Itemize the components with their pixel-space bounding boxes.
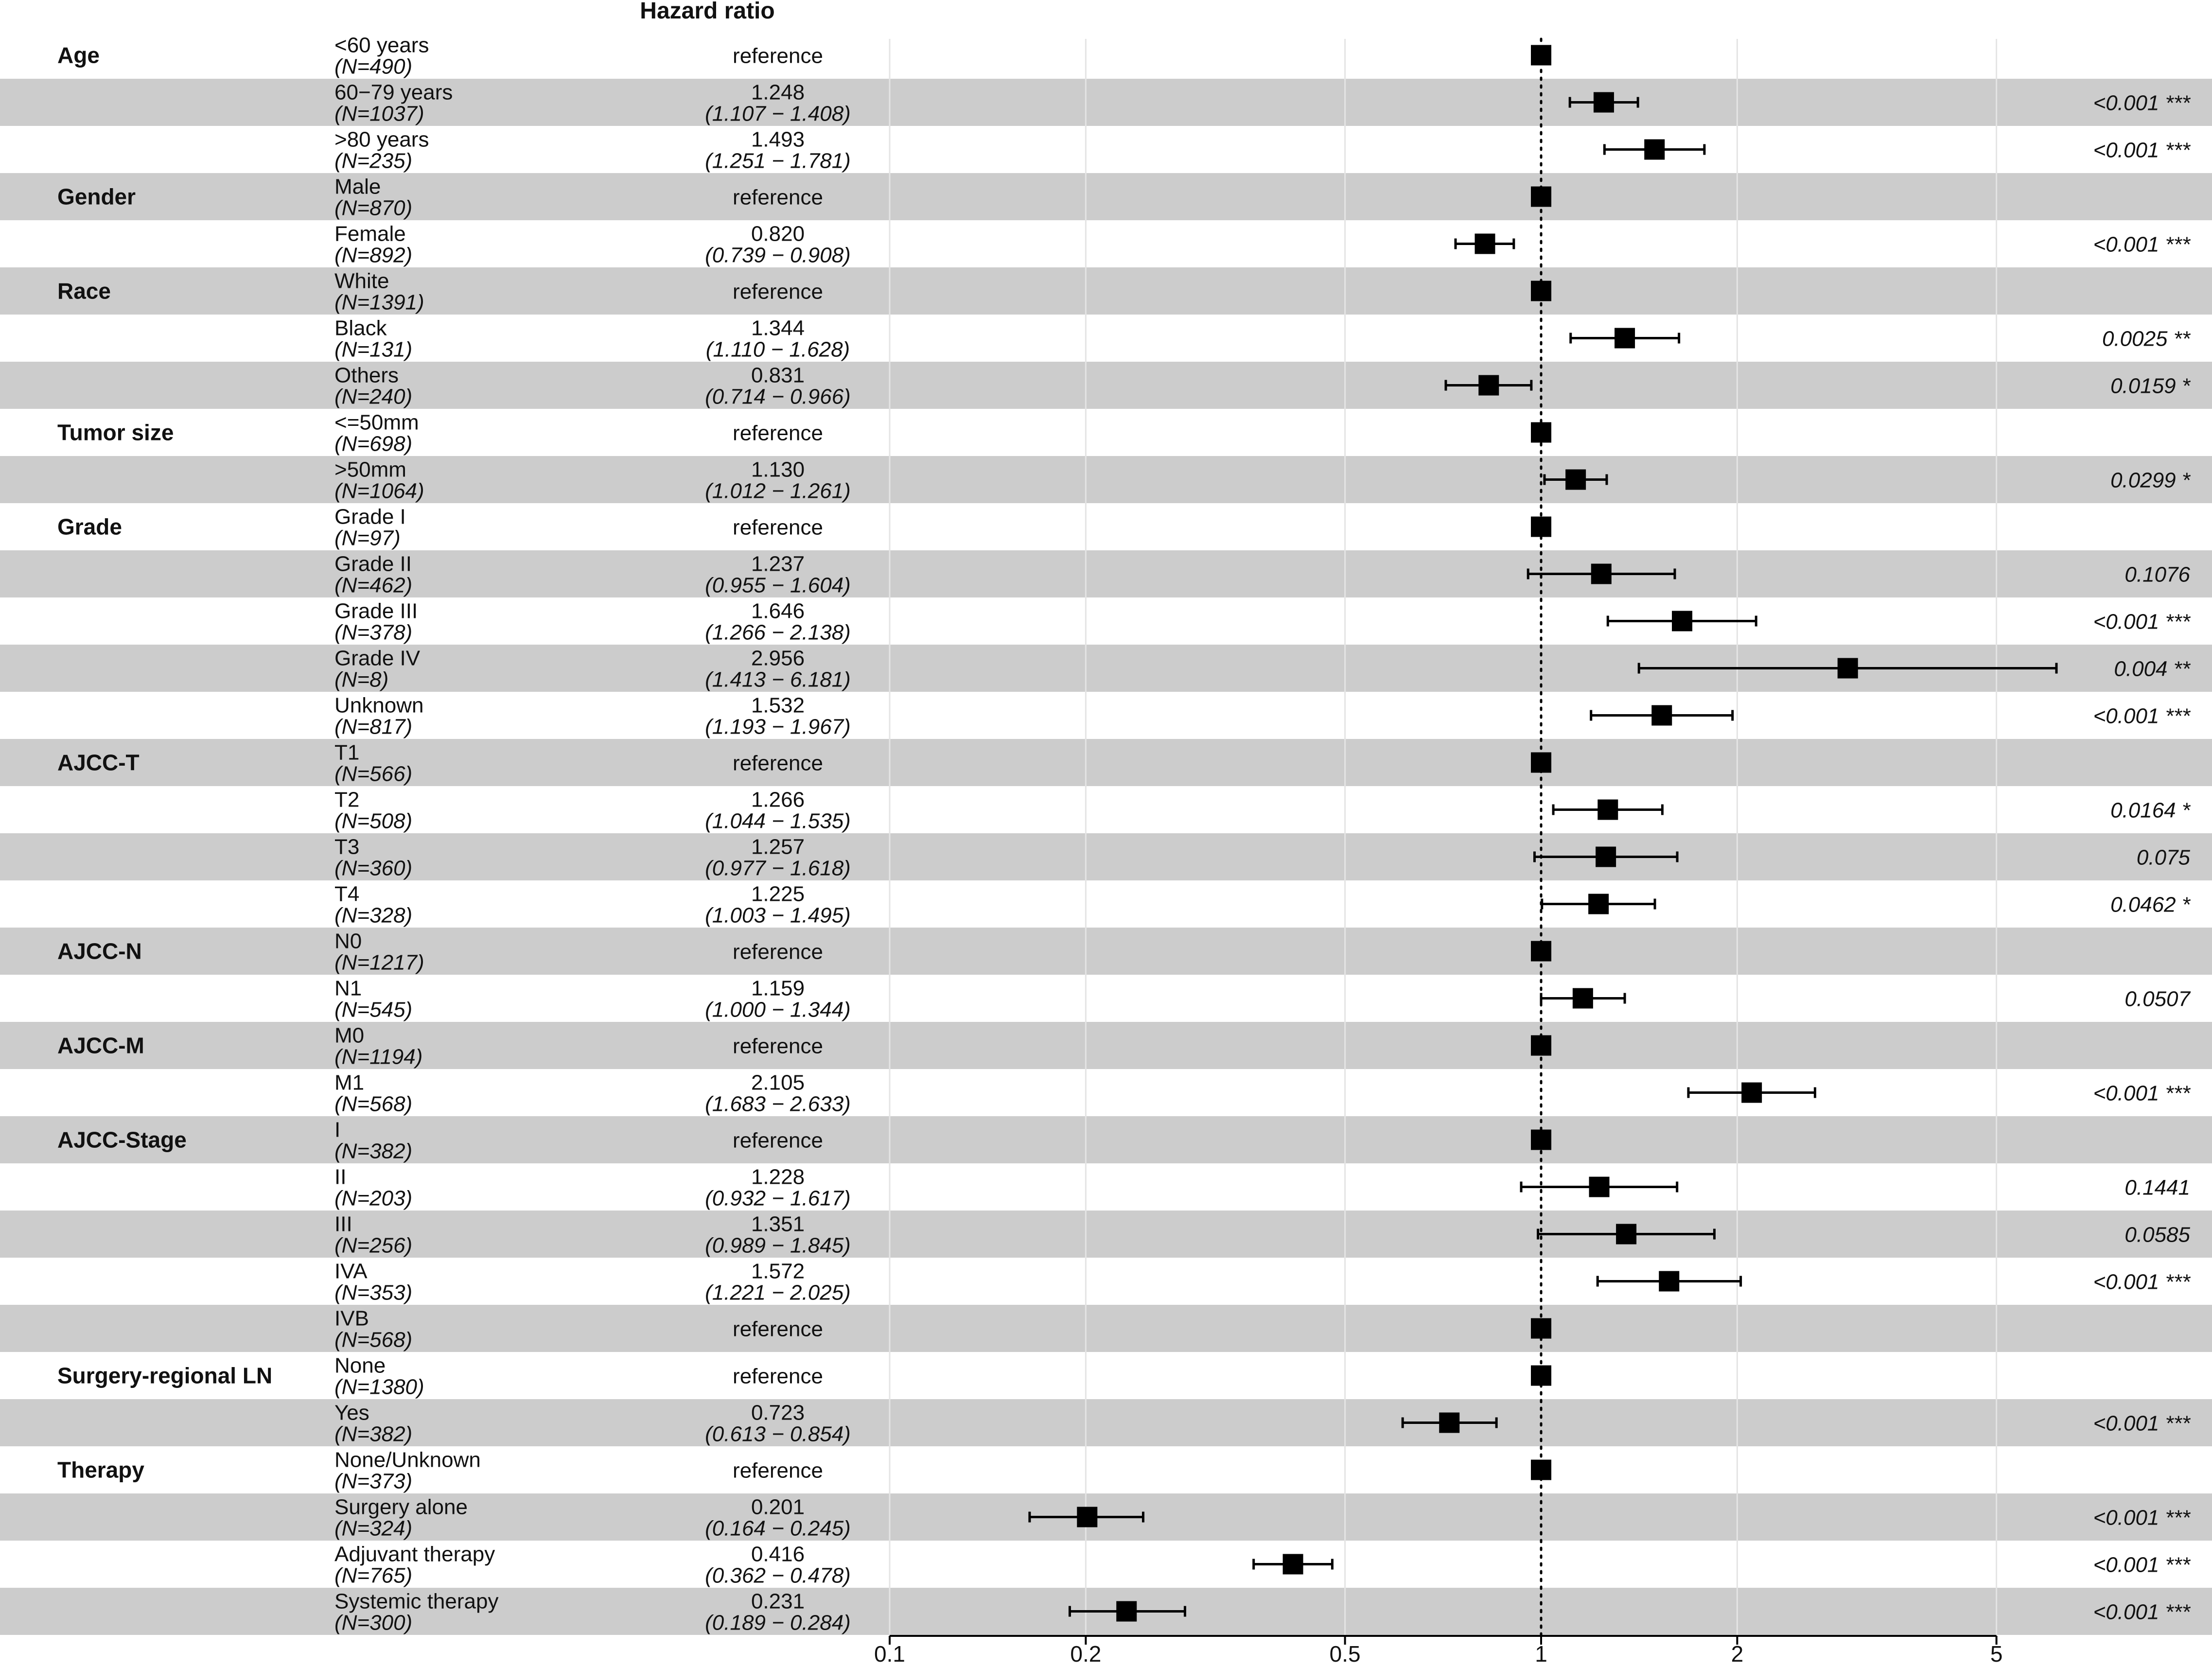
reference-label: reference — [733, 1128, 823, 1153]
p-value-label: <0.001 *** — [2093, 1600, 2190, 1624]
ci-label: (1.000 − 1.344) — [705, 998, 851, 1022]
p-value-label: 0.0585 — [2124, 1223, 2190, 1247]
hr-value-label: 1.225 — [751, 882, 805, 906]
hr-point — [1741, 1083, 1762, 1103]
n-label: (N=353) — [334, 1281, 413, 1305]
hr-point — [1594, 92, 1614, 113]
hr-value-label: 0.231 — [751, 1589, 805, 1614]
hr-value-label: 1.344 — [751, 316, 805, 340]
hr-point — [1531, 1318, 1551, 1339]
hr-value-label: 1.130 — [751, 457, 805, 482]
n-label: (N=256) — [334, 1233, 413, 1258]
hr-point — [1591, 564, 1612, 584]
p-value-label: <0.001 *** — [2093, 91, 2190, 115]
n-label: (N=1391) — [334, 290, 424, 315]
hr-point — [1475, 234, 1495, 254]
ci-label: (0.613 − 0.854) — [705, 1422, 851, 1446]
p-value-label: <0.001 *** — [2093, 610, 2190, 634]
hr-point — [1077, 1507, 1097, 1527]
ci-label: (0.189 − 0.284) — [705, 1611, 851, 1635]
ci-label: (1.683 − 2.633) — [705, 1092, 851, 1116]
level-label: Female — [334, 222, 406, 246]
n-label: (N=373) — [334, 1469, 413, 1493]
reference-label: reference — [733, 751, 823, 775]
n-label: (N=817) — [334, 715, 413, 739]
p-value-label: 0.0159 * — [2110, 374, 2190, 398]
n-label: (N=328) — [334, 903, 413, 928]
n-label: (N=545) — [334, 998, 413, 1022]
hr-value-label: 0.831 — [751, 363, 805, 387]
variable-label: Grade — [57, 514, 122, 540]
n-label: (N=324) — [334, 1516, 413, 1541]
hr-point — [1589, 1177, 1610, 1197]
hr-point — [1531, 1130, 1551, 1150]
hr-value-label: 1.159 — [751, 976, 805, 1000]
hr-point — [1531, 517, 1551, 537]
ci-label: (1.044 − 1.535) — [705, 809, 851, 833]
level-label: <=50mm — [334, 410, 419, 435]
level-label: III — [334, 1212, 352, 1236]
hr-point — [1573, 988, 1593, 1009]
n-label: (N=1194) — [334, 1045, 423, 1069]
n-label: (N=1037) — [334, 102, 424, 126]
p-value-label: <0.001 *** — [2093, 232, 2190, 257]
hr-value-label: 0.820 — [751, 222, 805, 246]
level-label: >50mm — [334, 457, 406, 482]
p-value-label: <0.001 *** — [2093, 138, 2190, 162]
n-label: (N=382) — [334, 1422, 413, 1446]
variable-label: Age — [57, 42, 100, 68]
ci-label: (1.266 − 2.138) — [705, 620, 851, 645]
variable-label: Surgery-regional LN — [57, 1363, 273, 1388]
hr-point — [1588, 894, 1609, 914]
p-value-label: 0.004 ** — [2114, 657, 2190, 681]
row-band — [0, 928, 2212, 975]
hr-point — [1838, 658, 1858, 679]
ci-label: (0.739 − 0.908) — [705, 243, 851, 267]
hr-point — [1283, 1554, 1303, 1575]
p-value-label: 0.075 — [2136, 845, 2190, 870]
variable-label: Therapy — [57, 1457, 144, 1483]
variable-label: AJCC-T — [57, 750, 140, 775]
level-label: M0 — [334, 1023, 365, 1048]
hr-value-label: 0.416 — [751, 1542, 805, 1566]
hr-point — [1116, 1601, 1137, 1622]
level-label: None — [334, 1353, 386, 1378]
level-label: Surgery alone — [334, 1495, 468, 1519]
n-label: (N=698) — [334, 432, 413, 456]
level-label: Grade II — [334, 552, 412, 576]
x-tick-label: 0.2 — [1070, 1641, 1102, 1667]
reference-label: reference — [733, 44, 823, 68]
level-label: None/Unknown — [334, 1448, 481, 1472]
p-value-label: 0.1076 — [2124, 562, 2190, 587]
n-label: (N=382) — [334, 1139, 413, 1163]
n-label: (N=566) — [334, 762, 413, 786]
variable-label: Race — [57, 278, 111, 304]
hr-value-label: 2.956 — [751, 646, 805, 670]
level-label: IVA — [334, 1259, 368, 1283]
row-band — [0, 79, 2212, 126]
hr-value-label: 2.105 — [751, 1070, 805, 1095]
reference-label: reference — [733, 280, 823, 304]
row-band — [0, 1116, 2212, 1163]
level-label: T4 — [334, 882, 360, 906]
p-value-label: 0.0025 ** — [2102, 327, 2190, 351]
variable-label: AJCC-Stage — [57, 1127, 187, 1153]
n-label: (N=568) — [334, 1328, 413, 1352]
n-label: (N=378) — [334, 620, 413, 645]
hr-point — [1531, 1366, 1551, 1386]
n-label: (N=203) — [334, 1186, 413, 1211]
row-band — [0, 267, 2212, 315]
variable-label: AJCC-M — [57, 1033, 144, 1058]
row-band — [0, 1022, 2212, 1069]
p-value-label: <0.001 *** — [2093, 1411, 2190, 1436]
level-label: Others — [334, 363, 399, 387]
level-label: N0 — [334, 929, 362, 953]
row-band — [0, 1399, 2212, 1446]
level-label: Yes — [334, 1401, 369, 1425]
p-value-label: 0.0164 * — [2110, 798, 2190, 823]
row-band — [0, 833, 2212, 880]
ci-label: (1.012 − 1.261) — [705, 479, 851, 503]
hr-point — [1651, 705, 1672, 726]
ci-label: (0.932 − 1.617) — [705, 1186, 851, 1211]
level-label: IVB — [334, 1306, 369, 1331]
hr-value-label: 1.248 — [751, 80, 805, 105]
level-label: T3 — [334, 835, 360, 859]
ci-label: (1.221 − 2.025) — [705, 1281, 851, 1305]
reference-label: reference — [733, 515, 823, 540]
reference-label: reference — [733, 1034, 823, 1058]
level-label: Grade III — [334, 599, 418, 623]
hr-point — [1439, 1413, 1459, 1433]
hr-point — [1596, 847, 1616, 867]
n-label: (N=240) — [334, 385, 413, 409]
hr-point — [1672, 611, 1692, 632]
level-label: White — [334, 269, 389, 293]
p-value-label: <0.001 *** — [2093, 704, 2190, 728]
level-label: <60 years — [334, 33, 429, 57]
x-tick-label: 2 — [1731, 1641, 1744, 1667]
p-value-label: 0.0299 * — [2110, 468, 2190, 492]
hr-value-label: 0.723 — [751, 1401, 805, 1425]
reference-label: reference — [733, 1458, 823, 1483]
x-tick-label: 0.1 — [874, 1641, 905, 1667]
hr-point — [1531, 1460, 1551, 1480]
p-value-label: 0.1441 — [2124, 1176, 2190, 1200]
hr-value-label: 1.237 — [751, 552, 805, 576]
n-label: (N=235) — [334, 149, 413, 173]
hr-point — [1644, 140, 1665, 160]
n-label: (N=1064) — [334, 479, 424, 503]
ci-label: (1.110 − 1.628) — [705, 337, 850, 362]
p-value-label: <0.001 *** — [2093, 1270, 2190, 1294]
level-label: Grade I — [334, 505, 406, 529]
p-value-label: <0.001 *** — [2093, 1506, 2190, 1530]
level-label: I — [334, 1118, 341, 1142]
level-label: Unknown — [334, 693, 424, 718]
level-label: T1 — [334, 740, 360, 765]
n-label: (N=508) — [334, 809, 413, 833]
n-label: (N=8) — [334, 667, 389, 692]
ci-label: (1.107 − 1.408) — [705, 102, 851, 126]
hr-value-label: 1.351 — [751, 1212, 805, 1236]
level-label: 60−79 years — [334, 80, 453, 105]
hr-point — [1615, 328, 1635, 349]
row-bands — [0, 79, 2212, 1635]
level-label: N1 — [334, 976, 362, 1000]
ci-label: (0.989 − 1.845) — [705, 1233, 851, 1258]
row-band — [0, 173, 2212, 220]
variable-label: AJCC-N — [57, 938, 142, 964]
row-band — [0, 739, 2212, 786]
variable-label: Gender — [57, 184, 136, 210]
level-label: T2 — [334, 788, 360, 812]
hr-point — [1531, 281, 1551, 301]
variable-label: Tumor size — [57, 420, 174, 445]
n-label: (N=765) — [334, 1563, 413, 1588]
n-label: (N=131) — [334, 337, 413, 362]
n-label: (N=97) — [334, 526, 401, 550]
row-band — [0, 1305, 2212, 1352]
n-label: (N=1380) — [334, 1375, 424, 1399]
ci-label: (0.977 − 1.618) — [705, 856, 851, 880]
x-tick-label: 1 — [1535, 1641, 1547, 1667]
ci-label: (0.164 − 0.245) — [705, 1516, 851, 1541]
row-band — [0, 456, 2212, 503]
hr-point — [1531, 941, 1551, 962]
level-label: Male — [334, 175, 381, 199]
level-label: Systemic therapy — [334, 1589, 499, 1614]
n-label: (N=490) — [334, 54, 413, 79]
level-label: >80 years — [334, 127, 429, 152]
ci-label: (0.955 − 1.604) — [705, 573, 851, 597]
n-label: (N=462) — [334, 573, 413, 597]
p-value-label: <0.001 *** — [2093, 1553, 2190, 1577]
ci-label: (1.251 − 1.781) — [705, 149, 851, 173]
hr-point — [1616, 1224, 1636, 1245]
hr-value-label: 1.266 — [751, 788, 805, 812]
level-label: Black — [334, 316, 387, 340]
n-label: (N=1217) — [334, 950, 424, 975]
row-band — [0, 1211, 2212, 1258]
hr-value-label: 0.201 — [751, 1495, 805, 1519]
hr-value-label: 1.532 — [751, 693, 805, 718]
reference-label: reference — [733, 1364, 823, 1388]
ci-label: (1.003 − 1.495) — [705, 903, 851, 928]
ci-label: (1.193 − 1.967) — [705, 715, 851, 739]
hr-point — [1659, 1271, 1679, 1292]
hr-value-label: 1.257 — [751, 835, 805, 859]
x-tick-label: 5 — [1990, 1641, 2003, 1667]
plot-title: Hazard ratio — [640, 0, 775, 24]
n-label: (N=360) — [334, 856, 413, 880]
n-label: (N=300) — [334, 1611, 413, 1635]
hr-value-label: 1.493 — [751, 127, 805, 152]
p-value-label: 0.0507 — [2124, 987, 2190, 1011]
level-label: M1 — [334, 1070, 365, 1095]
hr-point — [1531, 45, 1551, 66]
reference-label: reference — [733, 940, 823, 964]
hr-point — [1531, 422, 1551, 443]
level-label: Adjuvant therapy — [334, 1542, 495, 1566]
hr-point — [1531, 187, 1551, 207]
hr-point — [1531, 753, 1551, 773]
reference-label: reference — [733, 1317, 823, 1341]
x-tick-label: 0.5 — [1329, 1641, 1361, 1667]
reference-label: reference — [733, 185, 823, 210]
level-label: Grade IV — [334, 646, 421, 670]
p-value-label: <0.001 *** — [2093, 1081, 2190, 1105]
ci-label: (0.714 − 0.966) — [705, 385, 851, 409]
n-label: (N=870) — [334, 196, 413, 220]
hr-point — [1478, 375, 1499, 396]
p-value-label: 0.0462 * — [2110, 893, 2190, 917]
hr-value-label: 1.646 — [751, 599, 805, 623]
hr-value-label: 1.572 — [751, 1259, 805, 1283]
n-label: (N=568) — [334, 1092, 413, 1116]
hr-point — [1531, 1035, 1551, 1056]
reference-label: reference — [733, 421, 823, 445]
ci-label: (1.413 − 6.181) — [705, 667, 851, 692]
hr-value-label: 1.228 — [751, 1165, 805, 1189]
ci-label: (0.362 − 0.478) — [705, 1563, 851, 1588]
row-band — [0, 362, 2212, 409]
hr-point — [1565, 470, 1586, 490]
hr-point — [1598, 800, 1618, 820]
level-label: II — [334, 1165, 347, 1189]
row-band — [0, 550, 2212, 597]
n-label: (N=892) — [334, 243, 413, 267]
